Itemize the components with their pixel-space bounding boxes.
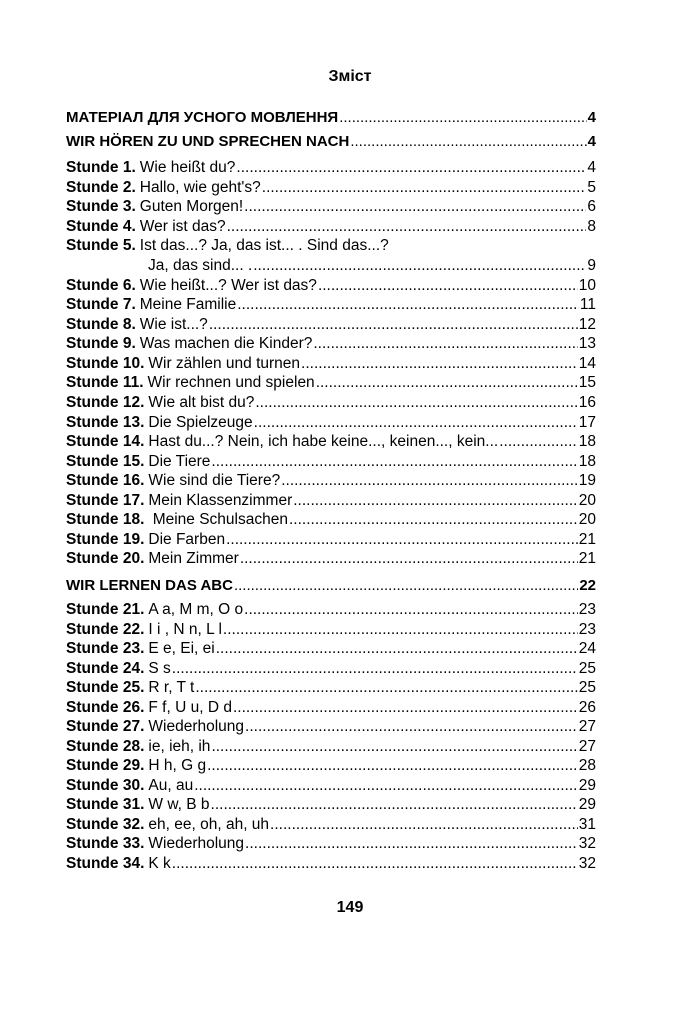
toc-page-number: 28: [578, 757, 596, 774]
toc-entry-title: K k: [148, 855, 171, 872]
toc-page-number: 5: [587, 179, 596, 196]
toc-entry-label: Stunde 33.: [66, 835, 145, 852]
toc-entry-label: Stunde 6.: [66, 277, 136, 294]
toc-entry: [66, 236, 596, 256]
dot-leader: [245, 717, 578, 737]
toc-entry: [66, 315, 596, 335]
toc-page-number: 31: [578, 816, 596, 833]
dot-leader: [289, 510, 578, 530]
toc-page-number: 25: [578, 679, 596, 696]
toc-section-title: WIR LERNEN DAS ABC: [66, 577, 233, 594]
toc-entry-title: Die Farben: [148, 531, 226, 548]
toc-entry-title: Wiederholung: [148, 718, 245, 735]
toc-entry: [66, 854, 596, 874]
toc-entry-label: Stunde 29.: [66, 757, 145, 774]
toc-entry: [66, 600, 596, 620]
toc-entry-label: Stunde 24.: [66, 660, 145, 677]
dot-leader: [313, 334, 577, 354]
toc-page-number: 32: [578, 835, 596, 852]
toc-entry-title: Ja, das sind... .: [148, 257, 253, 274]
toc-entry-label: Stunde 20.: [66, 550, 145, 567]
toc-entry-title: Wiederholung: [148, 835, 245, 852]
toc-section-title: МАТЕРІАЛ ДЛЯ УСНОГО МОВЛЕННЯ: [66, 109, 339, 126]
toc-page-number: 19: [578, 472, 596, 489]
toc-entry-title: Wie heißt...? Wer ist das?: [139, 277, 317, 294]
toc-page-number: 29: [578, 796, 596, 813]
toc-entry-title: Mein Klassenzimmer: [148, 492, 293, 509]
dot-leader: [211, 795, 578, 815]
dot-leader: [211, 737, 577, 757]
dot-leader: [227, 217, 587, 237]
dot-leader: [207, 756, 578, 776]
toc-entry-label: Stunde 25.: [66, 679, 145, 696]
toc-entry: [66, 276, 596, 296]
toc-entry-label: Stunde 27.: [66, 718, 145, 735]
toc-page-number: 9: [587, 257, 596, 274]
toc-page-number: 32: [578, 855, 596, 872]
toc-entry-title: Wie heißt du?: [139, 159, 236, 176]
toc-page-number: 18: [578, 433, 596, 450]
toc-entry-label: Stunde 2.: [66, 179, 136, 196]
toc-entry: [66, 639, 596, 659]
toc-entry-label: Stunde 18.: [66, 511, 145, 528]
toc-entry: [66, 834, 596, 854]
toc-section: [66, 576, 596, 596]
toc-entry: [66, 373, 596, 393]
dot-leader: [216, 639, 578, 659]
dot-leader: [233, 698, 578, 718]
toc-entry: [66, 295, 596, 315]
toc-page-number: 15: [578, 374, 596, 391]
toc-entry: [66, 795, 596, 815]
page-number: 149: [336, 899, 364, 916]
toc-entry-label: Stunde 30.: [66, 777, 145, 794]
toc-entry-label: Stunde 5.: [66, 237, 136, 254]
toc-entry-title: E e, Ei, ei: [148, 640, 215, 657]
toc-entry-label: Stunde 32.: [66, 816, 145, 833]
toc-entry: [66, 756, 596, 776]
toc-entry-title: H h, G g: [148, 757, 207, 774]
toc-entry-title: Meine Familie: [139, 296, 237, 313]
toc-entry-label: Stunde 26.: [66, 699, 145, 716]
toc-page-number: 25: [578, 660, 596, 677]
toc-entry-title: eh, ee, oh, ah, uh: [148, 816, 270, 833]
toc-entry-title: Meine Schulsachen: [148, 511, 288, 528]
toc-entry: [66, 510, 596, 530]
toc-entry: [66, 432, 596, 452]
dot-leader: [236, 158, 586, 178]
toc-page-number: 21: [578, 550, 596, 567]
toc-entry: [66, 491, 596, 511]
dot-leader: [245, 834, 578, 854]
toc-entry-title: Wie ist...?: [139, 316, 208, 333]
dot-leader: [172, 854, 578, 874]
toc-page-number: 4: [587, 109, 596, 126]
toc-section: [66, 108, 596, 128]
toc-entry-title: A a, M m, O o: [148, 601, 244, 618]
toc-entry-title: I i , N n, L l: [148, 621, 222, 638]
toc-entry: [66, 620, 596, 640]
toc-page-number: 20: [578, 492, 596, 509]
toc-page-number: 21: [578, 531, 596, 548]
toc-entry: [66, 197, 596, 217]
toc-page-number: 13: [578, 335, 596, 352]
toc-entry: [66, 178, 596, 198]
toc-page-number: 8: [587, 218, 596, 235]
toc-entry-label: Stunde 22.: [66, 621, 145, 638]
dot-leader: [499, 432, 578, 452]
toc-entry-title: Was machen die Kinder?: [139, 335, 313, 352]
toc-page-number: 14: [578, 355, 596, 372]
toc-entry-title: Die Tiere: [148, 453, 211, 470]
toc-entry-title: R r, T t: [148, 679, 195, 696]
dot-leader: [209, 315, 578, 335]
toc-entry-label: Stunde 10.: [66, 355, 145, 372]
toc-entry-title: Hallo, wie geht's?: [139, 179, 261, 196]
dot-leader: [237, 295, 579, 315]
dot-leader: [255, 393, 577, 413]
dot-leader: [253, 256, 586, 276]
dot-leader: [262, 178, 587, 198]
toc-page-number: 22: [579, 577, 596, 594]
dot-leader: [172, 659, 578, 679]
toc-entry: [66, 354, 596, 374]
toc-entry: [66, 158, 596, 178]
toc-entry-title: ie, ieh, ih: [148, 738, 211, 755]
toc-entry: [66, 471, 596, 491]
toc-entry-title: S s: [148, 660, 171, 677]
toc-entry-title: Guten Morgen!: [139, 198, 244, 215]
dot-leader: [270, 815, 578, 835]
toc-entry-label: Stunde 7.: [66, 296, 136, 313]
toc-entry-label: Stunde 11.: [66, 374, 144, 391]
toc-entry: [66, 413, 596, 433]
toc-entry: [66, 393, 596, 413]
toc-page-number: 12: [578, 316, 596, 333]
dot-leader: [254, 413, 578, 433]
toc-page-number: 23: [578, 601, 596, 618]
toc-entry: [66, 698, 596, 718]
toc-entry-label: Stunde 15.: [66, 453, 145, 470]
toc-entry-title: F f, U u, D d: [148, 699, 232, 716]
toc-entry-title: Au, au: [148, 777, 194, 794]
toc-page-number: 10: [578, 277, 596, 294]
toc-entry-label: Stunde 28.: [66, 738, 145, 755]
toc-entry-title: Hast du...? Nein, ich habe keine..., keinen..., kein...: [148, 433, 499, 450]
dot-leader: [301, 354, 578, 374]
dot-leader: [240, 549, 578, 569]
toc-entry-label: Stunde 34.: [66, 855, 145, 872]
toc-entry: [66, 776, 596, 796]
toc-page-number: 24: [578, 640, 596, 657]
dot-leader: [339, 108, 586, 128]
toc-entry-label: Stunde 23.: [66, 640, 145, 657]
toc-section: [66, 132, 596, 152]
toc-entry: [66, 334, 596, 354]
toc-entry: [148, 256, 596, 276]
dot-leader: [350, 132, 586, 152]
toc-entry-label: Stunde 1.: [66, 159, 136, 176]
toc-entry: [66, 530, 596, 550]
toc-page-number: 11: [579, 296, 596, 313]
toc-entry-title: Die Spielzeuge: [148, 414, 253, 431]
toc-entry-label: Stunde 9.: [66, 335, 136, 352]
toc-page-number: 4: [587, 133, 596, 150]
toc-page-number: 29: [578, 777, 596, 794]
toc-entry-title: Mein Zimmer: [148, 550, 239, 567]
toc-page-number: 23: [578, 621, 596, 638]
toc-page-number: 4: [587, 159, 596, 176]
dot-leader: [226, 530, 578, 550]
toc-entry-label: Stunde 14.: [66, 433, 145, 450]
toc-entry-label: Stunde 17.: [66, 492, 145, 509]
toc-page-number: 20: [578, 511, 596, 528]
dot-leader: [195, 678, 577, 698]
toc-entry: [66, 217, 596, 237]
dot-leader: [293, 491, 578, 511]
toc-page-number: 6: [587, 198, 596, 215]
toc-entry-label: Stunde 3.: [66, 198, 136, 215]
dot-leader: [244, 197, 586, 217]
toc-entry: [66, 678, 596, 698]
toc-entry-title: W w, B b: [148, 796, 210, 813]
toc-entry: [66, 659, 596, 679]
toc-page-number: 27: [578, 718, 596, 735]
toc-entry-title: Wir zählen und turnen: [148, 355, 301, 372]
toc-page-number: 17: [578, 414, 596, 431]
toc-entry: [66, 737, 596, 757]
toc-entry-label: Stunde 21.: [66, 601, 145, 618]
dot-leader: [194, 776, 578, 796]
toc-entry-label: Stunde 8.: [66, 316, 136, 333]
dot-leader: [318, 276, 578, 296]
dot-leader: [244, 600, 578, 620]
toc-page-number: 26: [578, 699, 596, 716]
toc-entry-title: Wie alt bist du?: [148, 394, 255, 411]
toc-page-number: 18: [578, 453, 596, 470]
dot-leader: [223, 620, 578, 640]
toc-entry-label: Stunde 19.: [66, 531, 145, 548]
dot-leader: [211, 452, 577, 472]
toc-entry: [66, 815, 596, 835]
toc-entry-label: Stunde 12.: [66, 394, 145, 411]
toc-section-title: WIR HÖREN ZU UND SPRECHEN NACH: [66, 133, 350, 150]
toc-entry: [66, 549, 596, 569]
toc-entry-title: Wie sind die Tiere?: [148, 472, 281, 489]
dot-leader: [234, 576, 578, 596]
toc-entry-label: Stunde 4.: [66, 218, 136, 235]
toc-entry-title: Wer ist das?: [139, 218, 226, 235]
toc-entry-label: Stunde 31.: [66, 796, 145, 813]
toc-page-number: 27: [578, 738, 596, 755]
toc-entry: [66, 717, 596, 737]
toc-entry-label: Stunde 16.: [66, 472, 145, 489]
dot-leader: [316, 373, 578, 393]
toc-entry: [66, 452, 596, 472]
toc-entry-title: Ist das...? Ja, das ist... . Sind das...?: [139, 237, 389, 254]
page-title: Зміст: [328, 68, 372, 85]
dot-leader: [281, 471, 578, 491]
toc-entry-title: Wir rechnen und spielen: [147, 374, 315, 391]
toc-entry-label: Stunde 13.: [66, 414, 145, 431]
toc-page-number: 16: [578, 394, 596, 411]
